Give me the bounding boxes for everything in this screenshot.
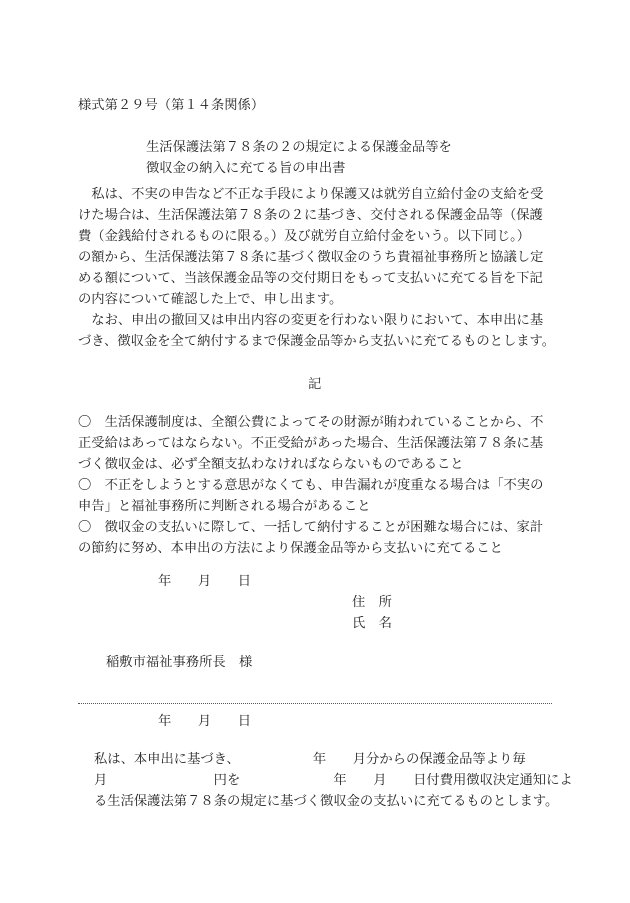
body-line: 私は、不実の申告など不正な手段により保護又は就労自立給付金の支給を受 (78, 187, 544, 202)
form-number: 様式第２９号（第１４条関係） (78, 98, 265, 113)
body-paragraph (78, 184, 555, 352)
decision-line: 月 円を 年 月 日付費用徴収決定通知によ (94, 773, 573, 788)
decision-date: 年 月 日 (158, 714, 252, 729)
cut-line-divider (78, 703, 552, 704)
name-label: 氏 名 (352, 616, 392, 631)
note-line: の節約に努め、本申出の方法により保護金品等から支払いに充てること (78, 541, 503, 556)
note-line: 申告」と福祉事務所に判断される場合があること (78, 499, 371, 514)
address-label: 住 所 (352, 595, 392, 610)
application-date: 年 月 日 (158, 574, 252, 589)
body-line: 費（金銭給付されるものに限る。）及び就労自立給付金をいう。以下同じ。） (78, 229, 531, 244)
note-line: 正受給はあってはならない。不正受給があった場合、生活保護法第７８条に基 (78, 436, 544, 451)
body-line: なお、申出の撤回又は申出内容の変更を行わない限りにおいて、本申出に基 (78, 313, 544, 328)
ki-heading: 記 (308, 377, 322, 392)
note-line: づく徴収金は、必ず全額支払わなければならないものであること (78, 457, 464, 472)
addressee: 稲敷市福祉事務所長 様 (106, 655, 253, 670)
note-line: 〇 不正をしようとする意思がなくても、申告漏れが度重なる場合は「不実の (78, 478, 544, 493)
body-line: める額について、当該保護金品等の交付期日をもって支払いに充てる旨を下記 (78, 271, 543, 286)
body-line: づき、徴収金を全て納付するまで保護金品等から支払いに充てるものとします。 (78, 334, 556, 349)
note-line: 〇 徴収金の支払いに際して、一括して納付することが困難な場合には、家計 (78, 520, 544, 535)
body-line: けた場合は、生活保護法第７８条の２に基づき、交付される保護金品等（保護 (78, 208, 543, 223)
body-line: の額から、生活保護法第７８条に基づく徴収金のうち貴福祉事務所と協議し定 (78, 250, 544, 265)
form-title (146, 137, 452, 179)
form-title-line: 生活保護法第７８条の２の規定による保護金品等を (146, 140, 452, 155)
decision-line: 私は、本申出に基づき、 年 月分からの保護金品等より毎 (94, 752, 526, 767)
body-line: の内容について確認した上で、申し出ます。 (78, 292, 343, 307)
decision-line: る生活保護法第７８条の規定に基づく徴収金の支払いに充てるものとします。 (94, 794, 559, 809)
notes-list (78, 412, 543, 559)
form-title-line: 徴収金の納入に充てる旨の申出書 (146, 161, 346, 176)
note-line: 〇 生活保護制度は、全額公費によってその財源が賄われていることから、不 (78, 415, 544, 430)
